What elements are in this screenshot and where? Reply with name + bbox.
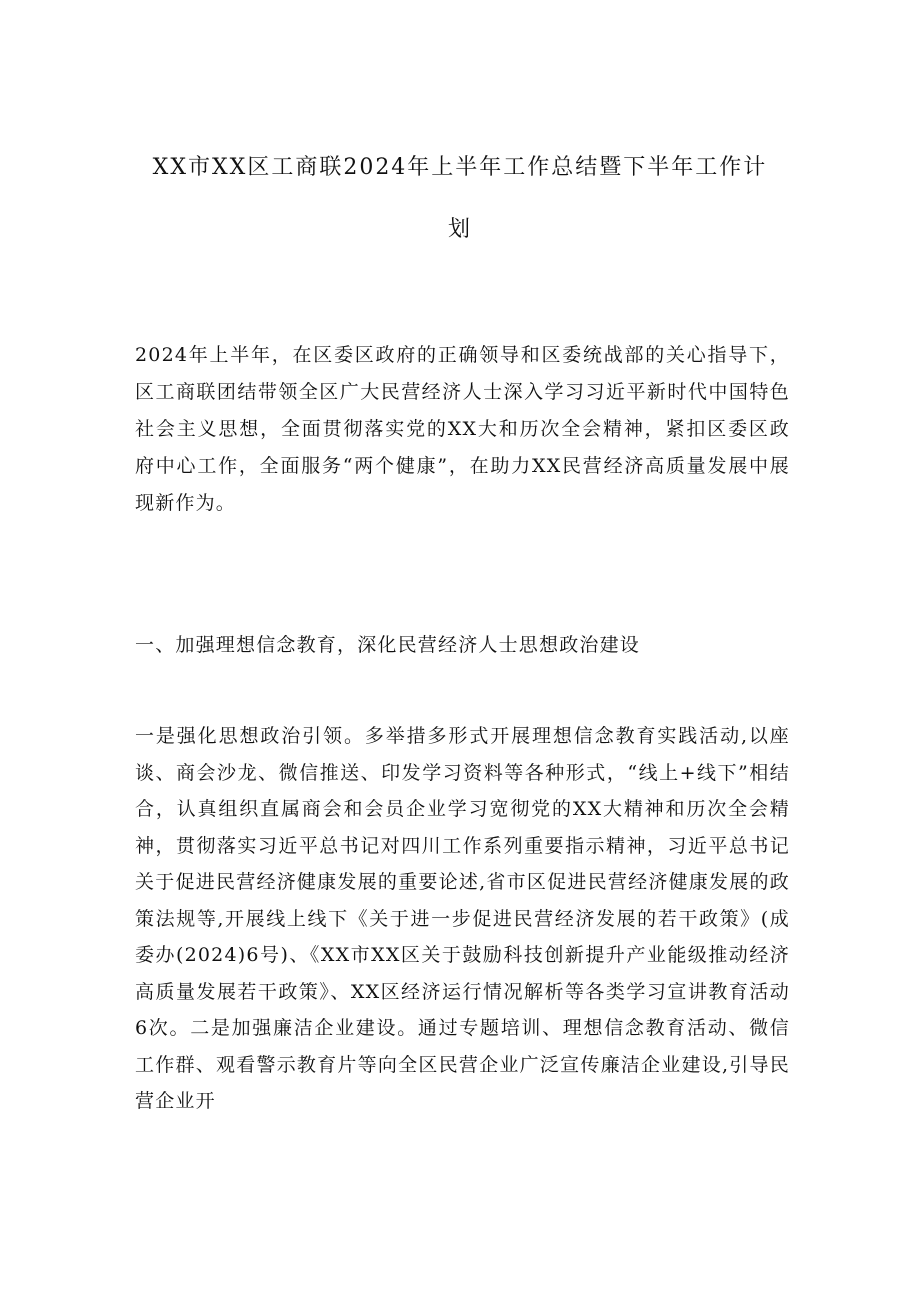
section-heading: 一、加强理想信念教育，深化民营经济人士思想政治建设 [135, 634, 641, 656]
document-title-line-1: XX市XX区工商联2024年上半年工作总结暨下半年工作计 [152, 155, 768, 180]
intro-paragraph: 2024年上半年，在区委区政府的正确领导和区委统战部的关心指导下，区工商联团结带领全区广大民营经济人士深入学习习近平新时代中国特色社会主义思想，全面贯彻落实党的XX大和历次全会精神，紧扣区委区政府中心工作，全面服务“两个健康”，在助力XX民营经济高质量发展中展现新作为。 [135, 344, 790, 514]
section-body-paragraph: 一是强化思想政治引领。多举措多形式开展理想信念教育实践活动,以座谈、商会沙龙、微信推送、印发学习资料等各种形式，“线上+线下”相结合，认真组织直属商会和会员企业学习宽彻党的XX大精神和历次全会精神，贯彻落实习近平总书记对四川工作系列重要指示精神，习近平总书记关于促进民营经济健康发展的重要论述,省市区促进民营经济健康发展的政策法规等,开展线上线下《关于进一步促进民营经济发展的若干政策》(成委办(2024)6号)、《XX市XX区关于鼓励科技创新提升产业能级推动经济高质量发展若干政策》、XX区经济运行情况解析等各类学习宣讲教育活动6次。二是加强廉洁企业建设。通过专题培训、理想信念教育活动、微信工作群、观看警示教育片等向全区民营企业广泛宣传廉洁企业建设,引导民营企业开 [135, 725, 790, 1112]
document-title-line-2: 划 [447, 217, 472, 242]
